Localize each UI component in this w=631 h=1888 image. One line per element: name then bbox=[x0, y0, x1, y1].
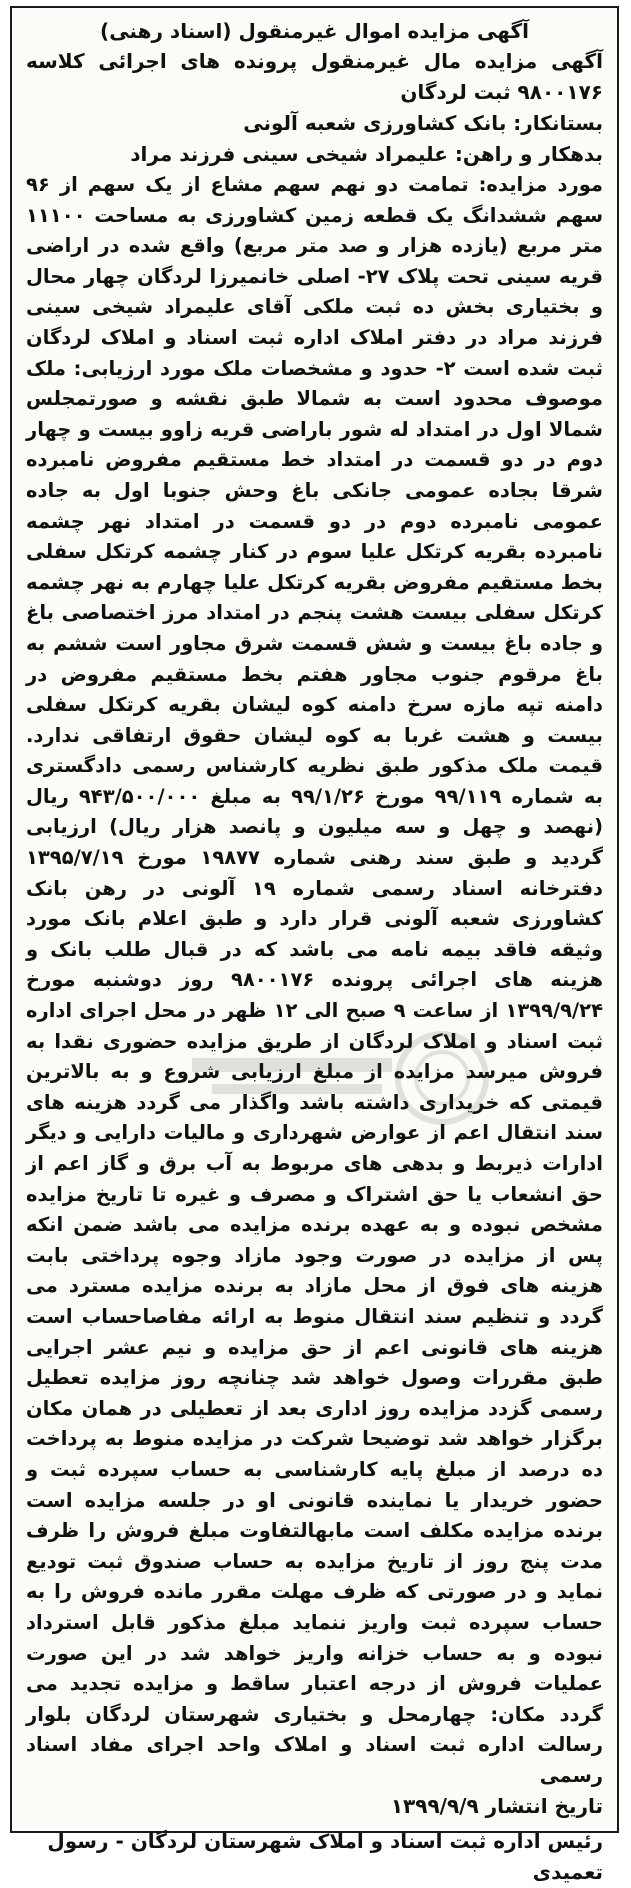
body-paragraph: مورد مزایده: تمامت دو نهم سهم مشاع از یک سهم از ۹۶ سهم ششدانگ یک قطعه زمین کشاورزی به مساحت ۱۱۱۰۰ متر مربع (یازده هزار و صد متر مربع) واقع شده در اراضی قریه سینی تحت پلاک ۲۷- اصلی خانمیرزا لردگان چهار محال و بختیاری بخش ده ثبت ملکی آقای علیمراد شیخی سینی فرزند مراد در دفتر املاک اداره ثبت اسناد و املاک لردگان ثبت شده است ۲- حدود و مشخصات ملک مورد ارزیابی: ملک موصوف محدود است به شمالا طبق نقشه و صورتمجلس شمالا اول در امتداد له شور باراضی قریه زاوو بیست و چهار دوم در دو قسمت در امتداد خط مستقیم مفروض نامبرده شرقا بجاده عمومی جانکی باغ وحش جنوبا اول به جاده عمومی نامبرده دوم در دو قسمت در امتداد نهر چشمه نامبرده بقریه کرتکل علیا سوم در کنار چشمه کرتکل سفلی بخط مستقیم مفروض بقریه کرتکل علیا چهارم به نهر چشمه کرتکل سفلی بیست هشت پنجم در امتداد مرز اختصاصی باغ و جاده باغ بیست و شش قسمت شرق مجاور است ششم به باغ مرقوم جنوب مجاور هفتم بخط مستقیم مفروض در دامنه تپه مازه سرخ دامنه کوه لیشان بقریه کرتکل سفلی بیست و هشت غربا به کوه لیشان حقوق ارتفاقی ندارد. قیمت ملک مذکور طبق نظریه کارشناس رسمی دادگستری به شماره ۹۹/۱۱۹ مورخ ۹۹/۱/۲۶ به مبلغ ۹۴۳/۵۰۰/۰۰۰ ریال (نهصد و چهل و سه میلیون و پانصد هزار ریال) ارزیابی گردید و طبق سند رهنی شماره ۱۹۸۷۷ مورخ ۱۳۹۵/۷/۱۹ دفترخانه اسناد رسمی شماره ۱۹ آلونی در رهن بانک کشاورزی شعبه آلونی قرار دارد و طبق اعلام بانک مورد وثیقه فاقد بیمه نامه می باشد که در قبال طلب بانک و هزینه های اجرائی پرونده ۹۸۰۰۱۷۶ روز دوشنبه مورخ ۱۳۹۹/۹/۲۴ از ساعت ۹ صبح الی ۱۲ ظهر در محل اجرای اداره ثبت اسناد و املاک لردگان از طریق مزایده حضوری نقدا به فروش میرسد مزایده از مبلغ ارزیابی شروع و به بالاترین قیمتی که خریداری داشته باشد واگذار می گردد هزینه های سند انتقال اعم از عوارض شهرداری و مالیات دارایی و دیگر ادارات ذیربط و بدهی های مربوط به آب برق و گاز اعم از حق انشعاب یا حق اشتراک و مصرف و غیره تا تاریخ مزایده مشخص نبوده و به عهده برنده مزایده می باشد ضمن انکه پس از مزایده در صورت وجود مازاد وجوه پرداختی بابت هزینه های فوق از محل مازاد به برنده مزایده مسترد می گردد و تنظیم سند انتقال منوط به ارائه مفاصاحساب است هزینه های قانونی اعم از حق مزایده و نیم عشر اجرایی طبق مقررات وصول خواهد شد چنانچه روز مزایده تعطیل رسمی گزدد مزایده روز اداری بعد از تعطیلی در همان مکان برگزار خواهد شد توضیحا شرکت در مزایده منوط به پرداخت ده درصد از مبلغ پایه کارشناسی به حساب سپرده ثبت و حضور خریدار یا نماینده قانونی او در جلسه مزایده است برنده مزایده مکلف است مابهالتفاوت مبلغ فروش را ظرف مدت پنج روز از تاریخ مزایده به حساب صندوق ثبت تودیع نماید و در صورتی که ظرف مهلت مقرر مانده فروش را به حساب سپرده ثبت واریز ننماید مبلغ مذکور قابل استرداد نبوده و به حساب خزانه واریز خواهد شد در این صورت عملیات فروش از درجه اعتبار ساقط و مزایده تجدید می گردد مکان: چهارمحل و بختیاری شهرستان لردگان بلوار رسالت اداره ثبت اسناد و املاک واحد اجرای مفاد اسناد رسمی bbox=[26, 173, 603, 1787]
signature-line: رئیس اداره ثبت اسناد و املاک شهرستان لردگان - رسول تعمیدی bbox=[47, 1829, 603, 1885]
debtor-line: بدهکار و راهن: علیمراد شیخی سینی فرزند مراد bbox=[130, 142, 603, 166]
notice-title: آگهی مزایده اموال غیرمنقول (اسناد رهنی) bbox=[100, 19, 529, 43]
notice-subtitle: آگهی مزایده مال غیرمنقول پرونده های اجرائی کلاسه ۹۸۰۰۱۷۶ ثبت لردگان bbox=[26, 49, 603, 104]
publish-date: تاریخ انتشار ۱۳۹۹/۹/۹ bbox=[390, 1794, 603, 1819]
creditor-line: بستانکار: بانک کشاورزی شعبه آلونی bbox=[243, 111, 603, 135]
notice-body bbox=[26, 170, 603, 1791]
notice-frame bbox=[10, 6, 619, 1885]
